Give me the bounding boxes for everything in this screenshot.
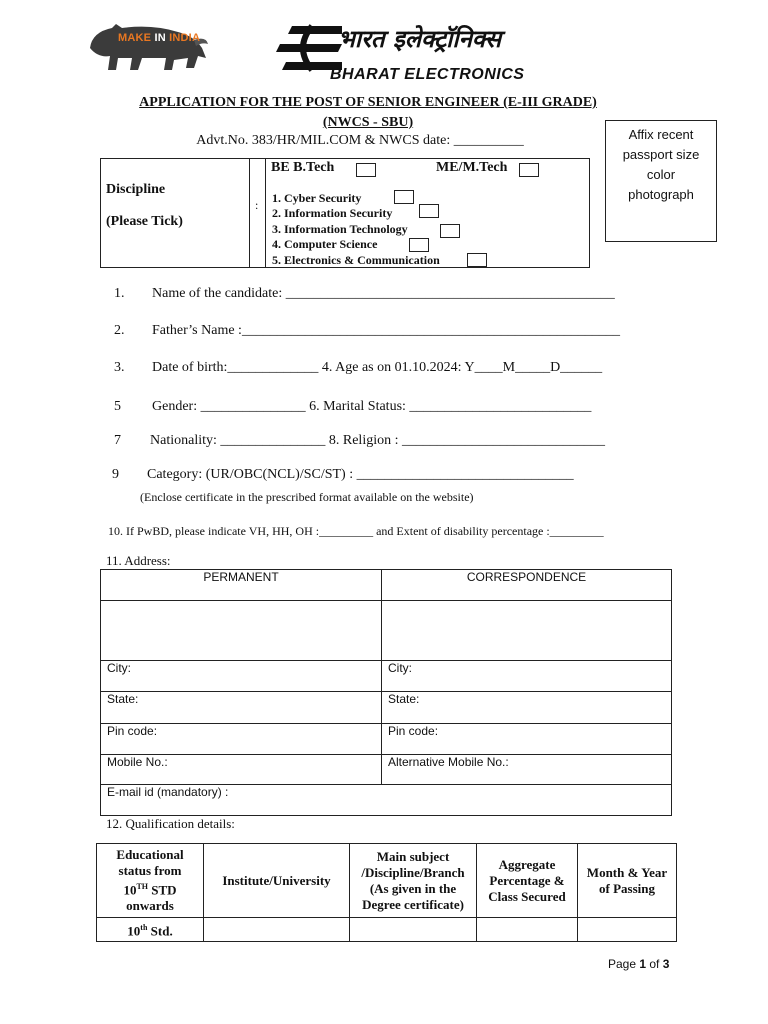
divider [265, 158, 266, 268]
make-in-india-text: MAKE IN INDIA [118, 32, 201, 44]
alt-mobile-field[interactable]: Alternative Mobile No.: [382, 755, 672, 785]
form-title: APPLICATION FOR THE POST OF SENIOR ENGINEER (E-III GRADE) [139, 95, 597, 110]
pwbd-field[interactable]: 10. If PwBD, please indicate VH, HH, OH :_________ and Extent of disability percentage :_________ [108, 524, 604, 538]
divider [249, 158, 250, 268]
permanent-state-field[interactable]: State: [101, 692, 382, 724]
discipline-option: 2. Information Security [272, 206, 393, 220]
correspondence-header: CORRESPONDENCE [382, 570, 672, 601]
be-btech-label: BE B.Tech [271, 160, 335, 175]
bel-english-name: BHARAT ELECTRONICS [330, 66, 525, 83]
main-subject-header: Main subject /Discipline/Branch (As given in the Degree certificate) [350, 844, 477, 918]
advertisement-number: Advt.No. 383/HR/MIL.COM & NWCS date: __________ [196, 133, 524, 148]
be-btech-checkbox[interactable] [356, 163, 376, 177]
gender-marital-field[interactable]: Gender: _______________ 6. Marital Status: __________________________ [152, 399, 592, 414]
correspondence-city-field[interactable]: City: [382, 661, 672, 692]
category-field[interactable]: Category: (UR/OBC(NCL)/SC/ST) : _______________________________ [147, 467, 574, 482]
photo-text-line: photograph [628, 187, 694, 202]
aggregate-header: Aggregate Percentage & Class Secured [477, 844, 578, 918]
bel-hindi-name: भारत इलेक्ट्रॉनिक्स [338, 25, 502, 53]
bharat-electronics-logo [272, 14, 528, 88]
please-tick-label: (Please Tick) [106, 214, 183, 229]
photo-box [605, 120, 717, 242]
field-number: 2. [114, 323, 125, 338]
aggregate-input[interactable] [477, 918, 578, 942]
computer-science-checkbox[interactable] [409, 238, 429, 252]
discipline-option: 3. Information Technology [272, 222, 408, 236]
photo-text-line: passport size [622, 147, 700, 162]
field-number: 5 [114, 399, 121, 414]
month-year-header: Month & Year of Passing [578, 844, 677, 918]
permanent-pin-field[interactable]: Pin code: [101, 724, 382, 755]
discipline-option: 1. Cyber Security [272, 191, 362, 205]
field-number: 3. [114, 360, 125, 375]
information-security-checkbox[interactable] [419, 204, 439, 218]
father-name-field[interactable]: Father’s Name :______________________________________________________ [152, 323, 620, 338]
permanent-header: PERMANENT [101, 570, 382, 601]
passing-date-input[interactable] [578, 918, 677, 942]
photo-text-line: color [646, 167, 676, 182]
make-in-india-logo [82, 18, 212, 74]
correspondence-state-field[interactable]: State: [382, 692, 672, 724]
address-heading: 11. Address: [106, 553, 171, 568]
field-number: 9 [112, 467, 119, 482]
correspondence-pin-field[interactable]: Pin code: [382, 724, 672, 755]
qualification-table [96, 843, 677, 942]
form-subtitle: (NWCS - SBU) [322, 115, 414, 130]
colon: : [255, 198, 259, 212]
subject-input[interactable] [350, 918, 477, 942]
tenth-std-cell: 10th Std. [97, 918, 204, 942]
discipline-label: Discipline [106, 182, 166, 197]
me-mtech-checkbox[interactable] [519, 163, 539, 177]
nationality-religion-field[interactable]: Nationality: _______________ 8. Religion : _____________________________ [150, 433, 605, 448]
correspondence-address-input[interactable] [382, 601, 672, 661]
lion-icon [82, 18, 212, 74]
category-note: (Enclose certificate in the prescribed format available on the website) [140, 490, 474, 504]
page-indicator: Page 1 of 3 [608, 957, 670, 971]
discipline-option: 5. Electronics & Communication [272, 253, 440, 267]
field-number: 1. [114, 286, 125, 301]
information-technology-checkbox[interactable] [440, 224, 460, 238]
electronics-communication-checkbox[interactable] [467, 253, 487, 267]
cyber-security-checkbox[interactable] [394, 190, 414, 204]
dob-age-field[interactable]: Date of birth:_____________ 4. Age as on 01.10.2024: Y____M_____D______ [152, 360, 603, 375]
qualification-heading: 12. Qualification details: [106, 816, 235, 831]
candidate-name-field[interactable]: Name of the candidate: _______________________________________________ [152, 286, 615, 301]
permanent-city-field[interactable]: City: [101, 661, 382, 692]
institute-header: Institute/University [204, 844, 350, 918]
educational-status-header: Educational status from 10TH STD onwards [97, 844, 204, 918]
permanent-address-input[interactable] [101, 601, 382, 661]
email-field[interactable]: E-mail id (mandatory) : [101, 785, 672, 816]
discipline-option: 4. Computer Science [272, 237, 378, 251]
address-table [100, 569, 672, 816]
mobile-field[interactable]: Mobile No.: [101, 755, 382, 785]
me-mtech-label: ME/M.Tech [436, 160, 508, 175]
photo-text-line: Affix recent [628, 127, 694, 142]
field-number: 7 [114, 433, 121, 448]
institute-input[interactable] [204, 918, 350, 942]
